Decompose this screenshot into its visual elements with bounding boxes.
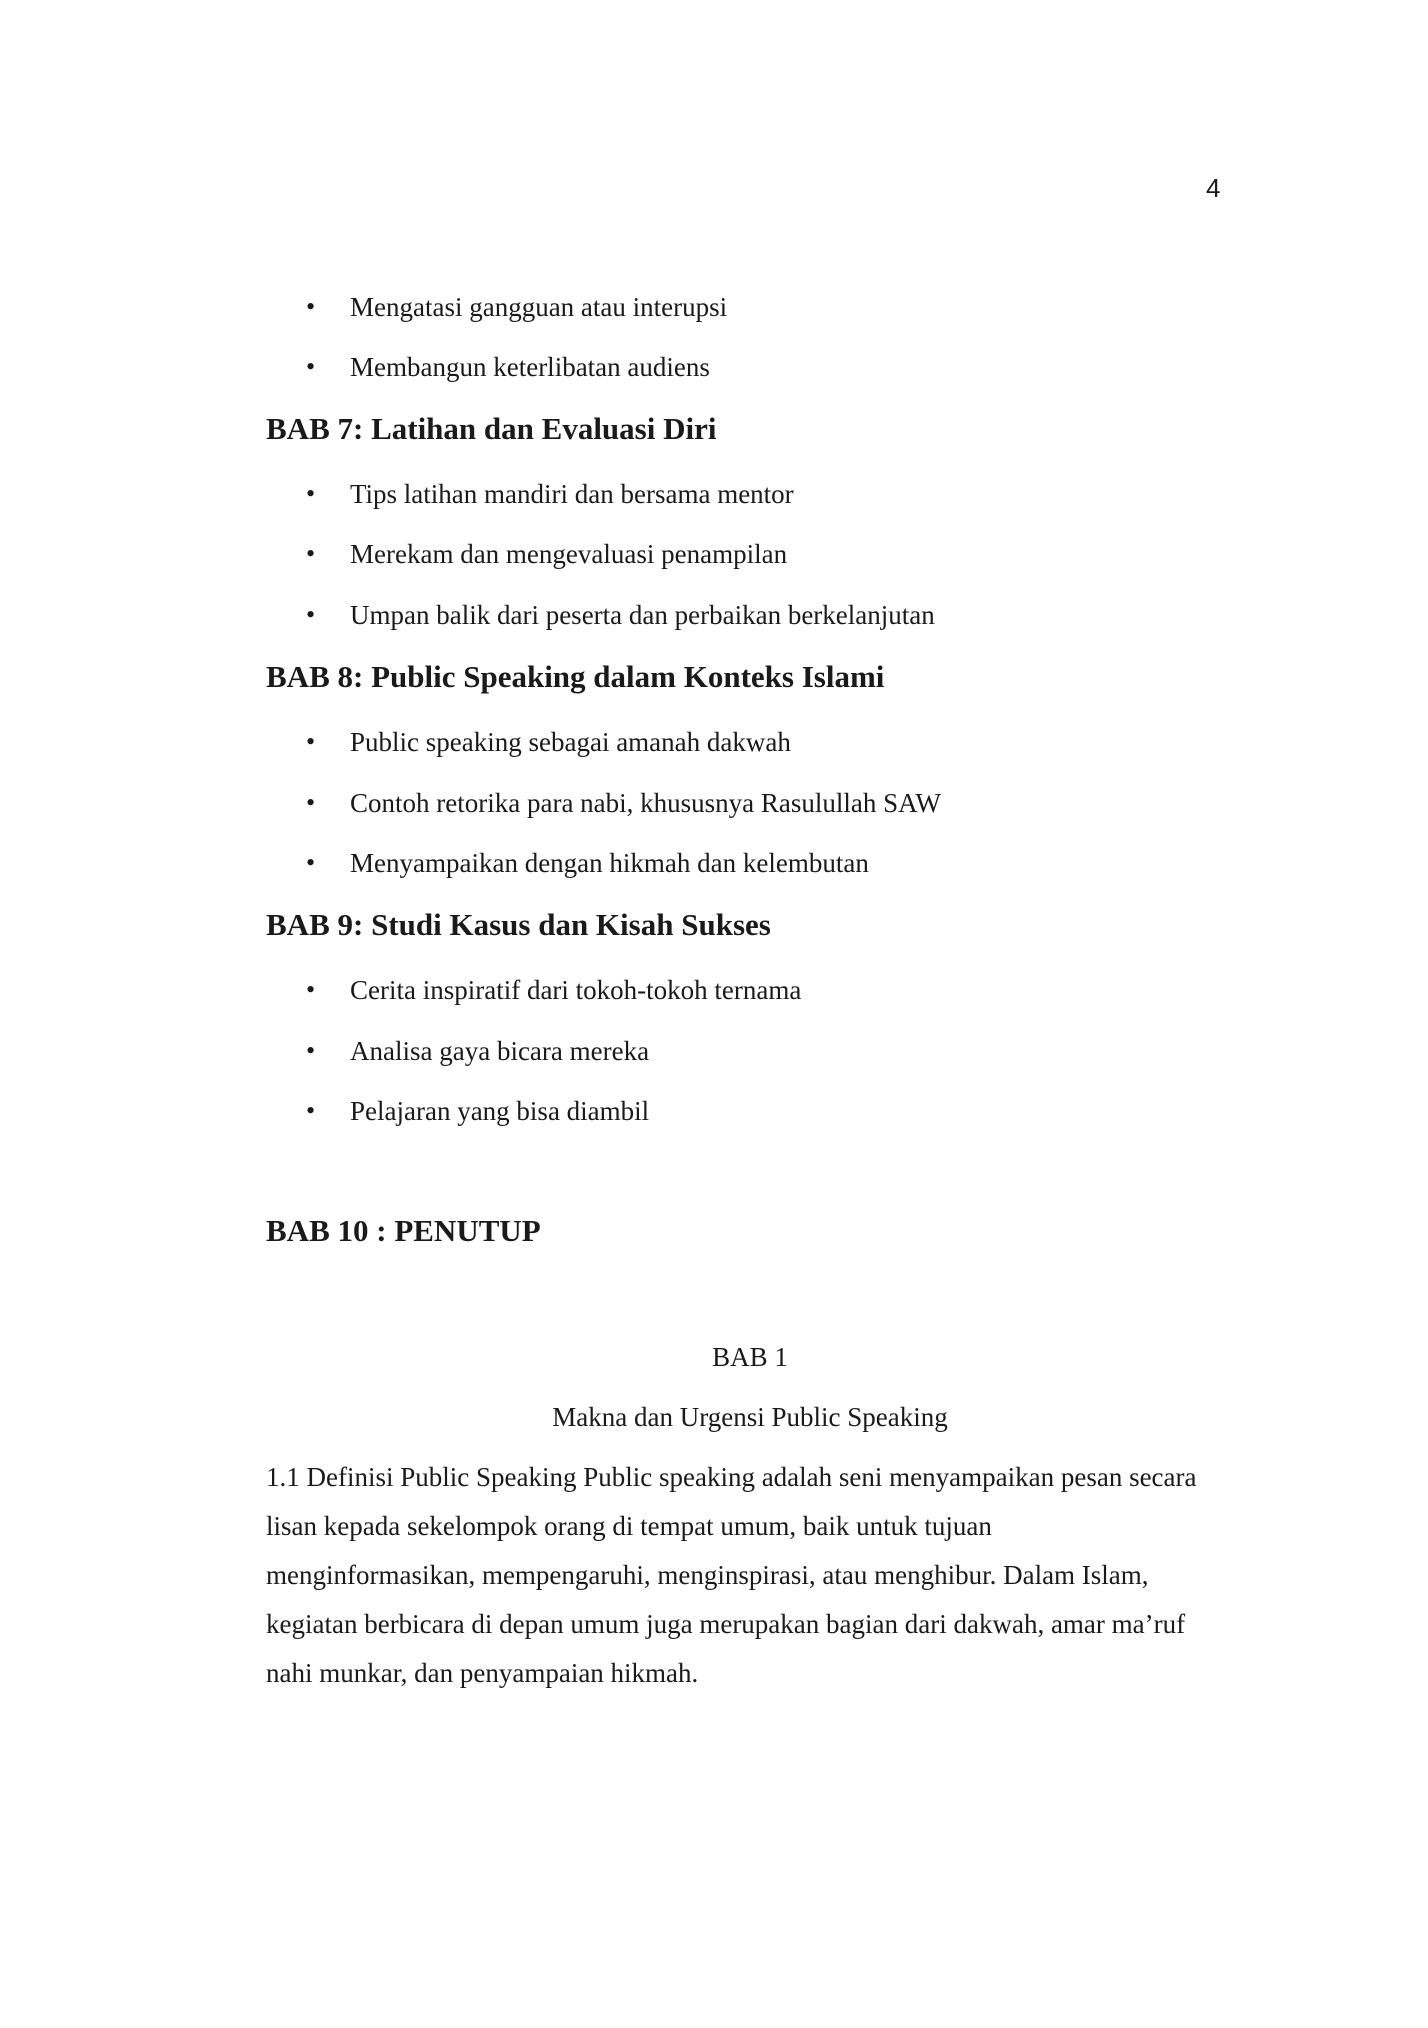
list-item: • Analisa gaya bicara mereka xyxy=(350,1034,649,1068)
bab10-heading: BAB 10 : PENUTUP xyxy=(266,1213,541,1248)
page-number: 4 xyxy=(1206,173,1221,203)
list-item: • Public speaking sebagai amanah dakwah xyxy=(350,725,791,759)
chapter-label: BAB 1 xyxy=(712,1342,788,1372)
chapter-title: Makna dan Urgensi Public Speaking xyxy=(552,1402,948,1432)
paragraph-line: nahi munkar, dan penyampaian hikmah. xyxy=(266,1658,699,1688)
list-item: • Menyampaikan dengan hikmah dan kelembutan xyxy=(350,846,869,880)
list-item: • Membangun keterlibatan audiens xyxy=(350,350,710,384)
list-item: • Pelajaran yang bisa diambil xyxy=(350,1094,649,1128)
paragraph-line: kegiatan berbicara di depan umum juga merupakan bagian dari dakwah, amar ma’ruf xyxy=(266,1609,1186,1639)
paragraph-line: 1.1 Definisi Public Speaking Public speaking adalah seni menyampaikan pesan secara xyxy=(266,1462,1197,1492)
list-item: • Mengatasi gangguan atau interupsi xyxy=(350,290,727,324)
list-item: • Umpan balik dari peserta dan perbaikan berkelanjutan xyxy=(350,598,935,632)
paragraph-line: lisan kepada sekelompok orang di tempat umum, baik untuk tujuan xyxy=(266,1511,992,1541)
list-item: • Contoh retorika para nabi, khususnya Rasulullah SAW xyxy=(350,786,941,820)
list-item: • Merekam dan mengevaluasi penampilan xyxy=(350,537,787,571)
list-item: • Tips latihan mandiri dan bersama mentor xyxy=(350,477,794,511)
bab9-heading: BAB 9: Studi Kasus dan Kisah Sukses xyxy=(266,907,771,942)
paragraph-line: menginformasikan, mempengaruhi, menginspirasi, atau menghibur. Dalam Islam, xyxy=(266,1560,1149,1590)
bab8-heading: BAB 8: Public Speaking dalam Konteks Islami xyxy=(266,659,885,694)
list-item: • Cerita inspiratif dari tokoh-tokoh ternama xyxy=(350,973,801,1007)
bab7-heading: BAB 7: Latihan dan Evaluasi Diri xyxy=(266,411,717,446)
